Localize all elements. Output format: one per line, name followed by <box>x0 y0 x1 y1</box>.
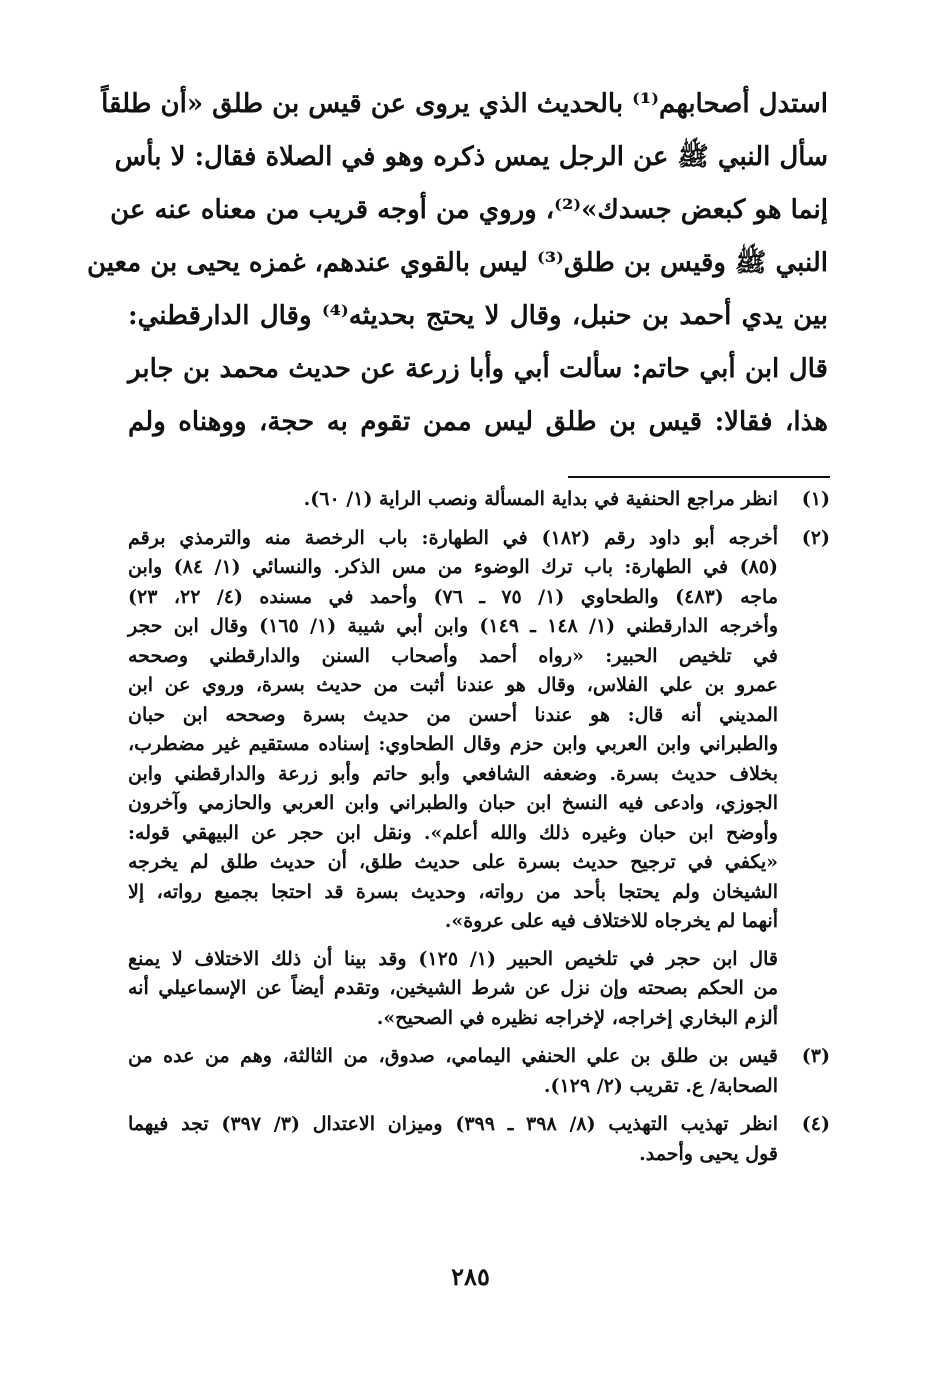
footnotes <box>128 485 830 1178</box>
footnote-body <box>128 1042 778 1101</box>
footnote-number: (١) <box>801 488 830 510</box>
footnote-line: قول يحيى وأحمد. <box>639 1142 778 1165</box>
footnote-line: قيس بن طلق بن علي الحنفي اليمامي، صدوق، من الثالثة، وهم من عده من <box>128 1045 778 1067</box>
footnote-line: المديني أنه قال: هو عندنا أحسن من حديث بسرة وصححه ابن حبان <box>128 703 778 726</box>
footnote-body <box>128 524 778 1034</box>
main-text-line: قال ابن أبي حاتم: سألت أبي وأبا زرعة عن حديث محمد بن جابر <box>128 354 828 384</box>
footnote-line: الشيخان ولم يحتجا بأحد من رواته، وحديث بسرة قد احتجا بجميع رواته، إلا <box>128 880 778 903</box>
main-text-line: إنما هو كبعض جسدك»⁽²⁾، وروي من أوجه قريب من معناه عنه عن <box>110 195 828 225</box>
footnote-paragraph <box>128 945 778 1034</box>
footnote-line: ماجه (٤٨٣) والطحاوي (١/ ٧٥ ـ ٧٦) وأحمد في مسنده (٤/ ٢٢، ٢٣) <box>128 585 779 608</box>
footnote-body <box>128 485 778 515</box>
main-text-line: سأل النبي ﷺ عن الرجل يمس ذكره وهو في الصلاة فقال: لا بأس <box>114 142 828 172</box>
footnote <box>128 524 830 1034</box>
footnote-line: قال ابن حجر في تلخيص الحبير (١/ ١٢٥) وقد بينا أن ذلك الاختلاف لا يمنع <box>128 947 778 970</box>
footnote-line: الجوزي، وادعى فيه النسخ ابن حبان والطبراني وابن العربي والحازمي وآخرون <box>128 792 778 814</box>
main-text <box>87 78 828 449</box>
footnote-line: (٨٥) في الطهارة: باب ترك الوضوء من مس الذكر. والنسائي (١/ ٨٤) وابن <box>128 556 778 578</box>
footnote <box>128 1110 830 1169</box>
footnote-line: وأوضح ابن حبان وغيره ذلك والله أعلم». ونقل ابن حجر عن البيهقي قوله: <box>128 821 778 844</box>
footnote-line: انظر مراجع الحنفية في بداية المسألة ونصب الراية (١/ ٦٠). <box>303 488 778 510</box>
footnote-separator <box>568 476 830 478</box>
footnote-line: انظر تهذيب التهذيب (٨/ ٣٩٨ ـ ٣٩٩) وميزان الاعتدال (٣/ ٣٩٧) تجد فيهما <box>128 1113 778 1135</box>
footnote-line: بخلاف حديث بسرة. وضعفه الشافعي وأبو حاتم وأبو زرعة والدارقطني وابن <box>128 762 778 785</box>
footnote-line: في تلخيص الحبير: «رواه أحمد وأصحاب السنن والدارقطني وصححه <box>128 644 778 667</box>
footnote-line: عمرو بن علي الفلاس، وقال هو عندنا أثبت من حديث بسرة، وروي عن ابن <box>128 674 778 696</box>
main-text-line: هذا، فقالا: قيس بن طلق ليس ممن تقوم به حجة، ووهناه ولم <box>128 407 828 437</box>
footnote-number: (٤) <box>801 1113 830 1135</box>
footnote-number: (٢) <box>801 526 830 549</box>
footnote-line: وأخرجه الدارقطني (١/ ١٤٨ ـ ١٤٩) وابن أبي شيبة (١/ ١٦٥) وقال ابن حجر <box>128 615 779 637</box>
footnote-line: أخرجه أبو داود رقم (١٨٢) في الطهارة: باب الرخصة منه والترمذي برقم <box>128 526 778 549</box>
main-text-line: النبي ﷺ وقيس بن طلق⁽³⁾ ليس بالقوي عندهم، غمزه يحيى بن معين <box>87 248 828 278</box>
footnote-line: والطبراني وابن العربي وابن حزم وقال الطحاوي: إسناده مستقيم غير مضطرب، <box>128 733 778 755</box>
footnote-body <box>128 1110 778 1169</box>
footnote-line: الصحابة/ ع. تقريب (٢/ ١٢٩). <box>543 1074 778 1097</box>
main-text-line: بين يدي أحمد بن حنبل، وقال لا يحتج بحديثه⁽⁴⁾ وقال الدارقطني: <box>128 301 828 331</box>
footnote-number: (٣) <box>801 1045 830 1067</box>
footnote-line: من الحكم بصحته وإن نزل عن شرط الشيخين، وتقدم أيضاً عن الإسماعيلي أنه <box>128 977 778 999</box>
footnote <box>128 485 830 515</box>
page-number: ٢٨٥ <box>451 1262 490 1291</box>
footnote-line: ألزم البخاري إخراجه، لإخراجه نظيره في الصحيح». <box>376 1006 778 1029</box>
footnote-line: «يكفي في ترجيح حديث بسرة على حديث طلق، أن حديث طلق لم يخرجه <box>128 851 778 873</box>
main-text-line: استدل أصحابهم⁽¹⁾ بالحديث الذي يروى عن قيس بن طلق «أن طلقاً <box>101 89 828 119</box>
footnote <box>128 1042 830 1101</box>
footnote-line: أنهما لم يخرجاه للاختلاف فيه على عروة». <box>444 910 778 932</box>
